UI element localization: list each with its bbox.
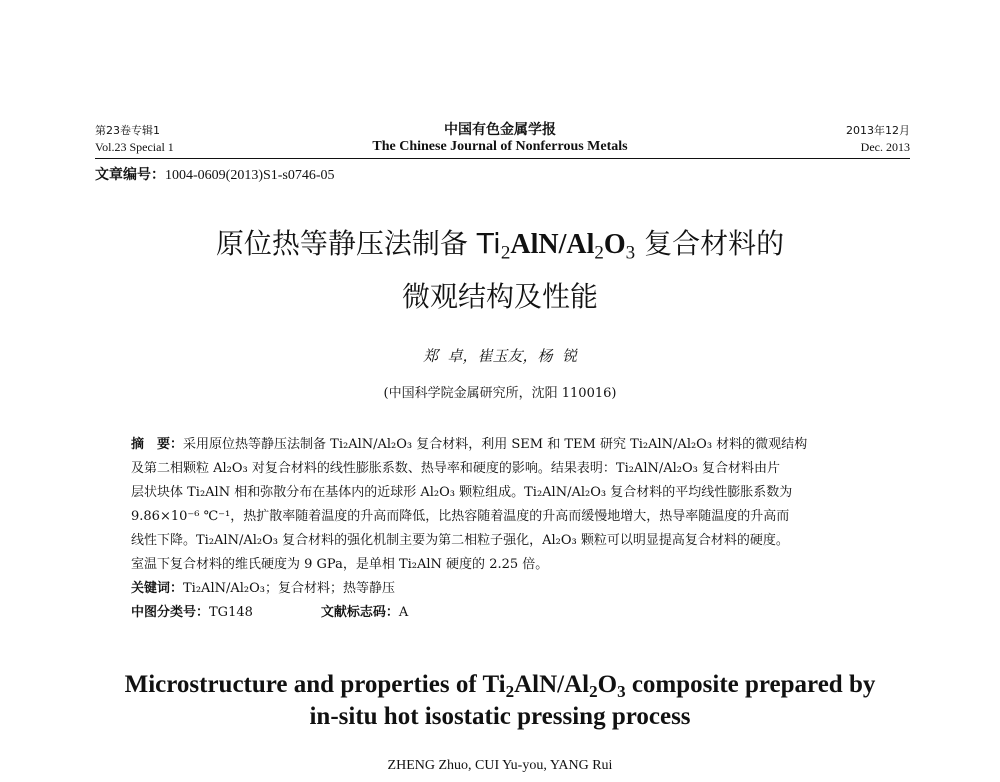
doc-code-label: 文献标志码： xyxy=(320,605,399,620)
abstract-line-2: 及第二相颗粒 Al₂O₃ 对复合材料的线性膨胀系数、热导率和硬度的影响。结果表明：Ti₂AlN/Al₂O₃ 复合材料由片 xyxy=(131,461,780,476)
abstract-line-5: 线性下降。Ti₂AlN/Al₂O₃ 复合材料的强化机制主要为第二相粒子强化，Al₂O₃ 颗粒可以明显提高复合材料的硬度。 xyxy=(131,533,789,548)
title-en-line2: in-situ hot isostatic pressing process xyxy=(309,703,691,730)
title-cn: 原位热等静压法制备 $Ti_2AlN/Al_2O_3$ 复合材料的 xyxy=(215,227,785,264)
affiliation-cn: (中国科学院金属研究所，沈阳 110016) xyxy=(383,386,617,401)
keywords xyxy=(131,577,881,601)
header-left-en: Vol.23 Special 1 xyxy=(95,140,174,154)
doc-code-value: A xyxy=(398,605,409,620)
clc-value: TG148 xyxy=(209,605,253,620)
authors-cn: 郑 卓，崔玉友，杨 锐 xyxy=(422,347,578,365)
header-right-en: Dec. 2013 xyxy=(860,140,910,154)
keywords-label: 关键词： xyxy=(131,581,184,596)
abstract xyxy=(131,433,881,625)
title-cn-line2: 微观结构及性能 xyxy=(401,280,598,313)
header-rule xyxy=(95,158,910,159)
abstract-line-4: 9.86×10⁻⁶ ℃⁻¹，热扩散率随着温度的升高而降低，比热容随着温度的升高而缓慢地增大，热导率随温度的升高而 xyxy=(131,509,790,524)
abstract-line-1: 摘 要：采用原位热等静压法制备 Ti₂AlN/Al₂O₃ 复合材料，利用 SEM 和 TEM 研究 Ti₂AlN/Al₂O₃ 材料的微观结构 xyxy=(131,437,808,452)
article-id-label: 文章编号： xyxy=(95,167,165,183)
title-en: Microstructure and properties of $Ti_2AlN/Al_2O_3$ composite prepared by xyxy=(124,671,876,701)
abstract-line-3: 层状块体 Ti₂AlN 相和弥散分布在基体内的近球形 Al₂O₃ 颗粒组成。Ti₂AlN/Al₂O₃ 复合材料的平均线性膨胀系数为 xyxy=(131,485,793,500)
authors-en: ZHENG Zhuo, CUI Yu-you, YANG Rui xyxy=(387,758,613,773)
keywords-value: Ti₂AlN/Al₂O₃；复合材料；热等静压 xyxy=(183,581,395,596)
header-journal-en: The Chinese Journal of Nonferrous Metals xyxy=(372,139,628,154)
abstract-line-6: 室温下复合材料的维氏硬度为 9 GPa，是单相 Ti₂AlN 硬度的 2.25 倍。 xyxy=(131,557,549,572)
header-right-cn: 2013年12月 xyxy=(846,124,910,137)
article-id-value: 1004-0609(2013)S1-s0746-05 xyxy=(165,168,335,183)
classification xyxy=(131,601,881,625)
article-id xyxy=(95,164,335,184)
header-journal-cn: 中国有色金属学报 xyxy=(444,122,556,138)
header-left-cn: 第23卷专辑1 xyxy=(95,124,160,137)
abstract-label: 摘 要： xyxy=(131,437,184,452)
clc-label: 中图分类号： xyxy=(131,605,210,620)
